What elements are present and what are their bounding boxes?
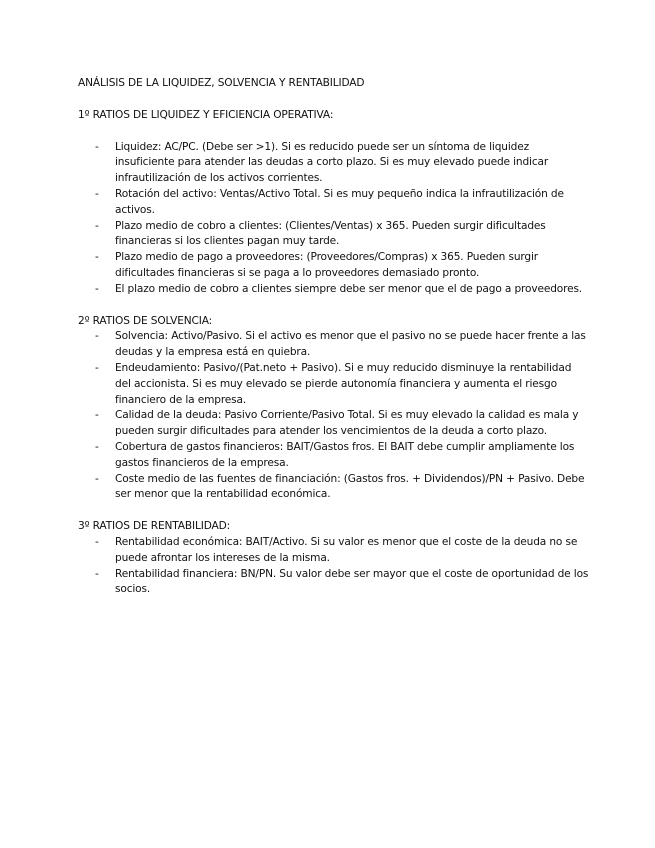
section-solvency — [78, 314, 590, 504]
bullet-dash: - — [95, 219, 99, 232]
list-item-text: Cobertura de gastos financieros: BAIT/Gastos fros. El BAIT debe cumplir ampliamente los gastos financieros de la empresa. — [115, 440, 575, 469]
list-item-text: Coste medio de las fuentes de financiación: (Gastos fros. + Dividendos)/PN + Pasivo. Debe ser menor que la rentabilidad económica. — [115, 472, 585, 501]
list-item-text: El plazo medio de cobro a clientes siempre debe ser menor que el de pago a proveedores. — [115, 282, 583, 295]
bullet-dash: - — [95, 330, 99, 343]
list-item-text: Endeudamiento: Pasivo/(Pat.neto + Pasivo). Si e muy reducido disminuye la rentabilidad del accionista. Si es muy elevado se pierde autonomía financiera y aumenta el riesgo financiero de la empresa. — [115, 361, 572, 406]
list-item — [78, 250, 590, 282]
list-item-text: Calidad de la deuda: Pasivo Corriente/Pasivo Total. Si es muy elevado la calidad es mala y pueden surgir dificultades para atender los vencimientos de la deuda a corto plazo. — [115, 409, 579, 438]
bullet-dash: - — [95, 282, 99, 295]
ratio-list — [78, 140, 590, 298]
section-heading: 2º RATIOS DE SOLVENCIA: — [78, 314, 213, 327]
section-heading: 3º RATIOS DE RENTABILIDAD: — [78, 520, 231, 533]
document-body — [78, 76, 590, 614]
list-item-text: Solvencia: Activo/Pasivo. Si el activo es menor que el pasivo no se puede hacer frente a las deudas y la empresa está en quiebra. — [115, 330, 586, 359]
bullet-dash: - — [95, 472, 99, 485]
list-item-text: Rotación del activo: Ventas/Activo Total. Si es muy pequeño indica la infrautilización de activos. — [115, 187, 564, 216]
section-liquidity — [78, 108, 590, 298]
list-item-text: Plazo medio de pago a proveedores: (Proveedores/Compras) x 365. Pueden surgir dificultades financieras si se paga a lo proveedores demasiado pronto. — [115, 251, 538, 279]
bullet-dash: - — [95, 567, 99, 580]
bullet-dash: - — [95, 535, 99, 548]
list-item — [78, 535, 590, 567]
bullet-dash: - — [95, 440, 99, 453]
list-item — [78, 440, 590, 472]
bullet-dash: - — [95, 251, 99, 264]
list-item — [78, 219, 590, 251]
bullet-dash: - — [95, 187, 99, 200]
list-item-text: Liquidez: AC/PC. (Debe ser >1). Si es reducido puede ser un síntoma de liquidez insuficiente para atender las deudas a corto plazo. Si es muy elevado puede indicar infrautilización de los activos corrientes. — [115, 140, 549, 185]
list-item — [78, 408, 590, 440]
list-item — [78, 282, 590, 298]
list-item-text: Plazo medio de cobro a clientes: (Clientes/Ventas) x 365. Pueden surgir dificultades financieras si los clientes pagan muy tarde. — [115, 219, 546, 248]
section-profitability — [78, 519, 590, 598]
list-item — [78, 567, 590, 599]
ratio-list — [78, 535, 590, 598]
section-heading: 1º RATIOS DE LIQUIDEZ Y EFICIENCIA OPERATIVA: — [78, 108, 334, 121]
list-item-text: Rentabilidad económica: BAIT/Activo. Si su valor es menor que el coste de la deuda no se puede afrontar los intereses de la misma. — [115, 535, 578, 564]
list-item-text: Rentabilidad financiera: BN/PN. Su valor debe ser mayor que el coste de oportunidad de los socios. — [115, 567, 589, 596]
bullet-dash: - — [95, 409, 99, 422]
list-item — [78, 329, 590, 361]
ratio-list — [78, 329, 590, 503]
list-item — [78, 187, 590, 219]
list-item — [78, 472, 590, 504]
document-title: ANÁLISIS DE LA LIQUIDEZ, SOLVENCIA Y RENTABILIDAD — [78, 77, 365, 89]
bullet-dash: - — [95, 140, 99, 153]
list-item — [78, 140, 590, 187]
bullet-dash: - — [95, 361, 99, 374]
list-item — [78, 361, 590, 408]
